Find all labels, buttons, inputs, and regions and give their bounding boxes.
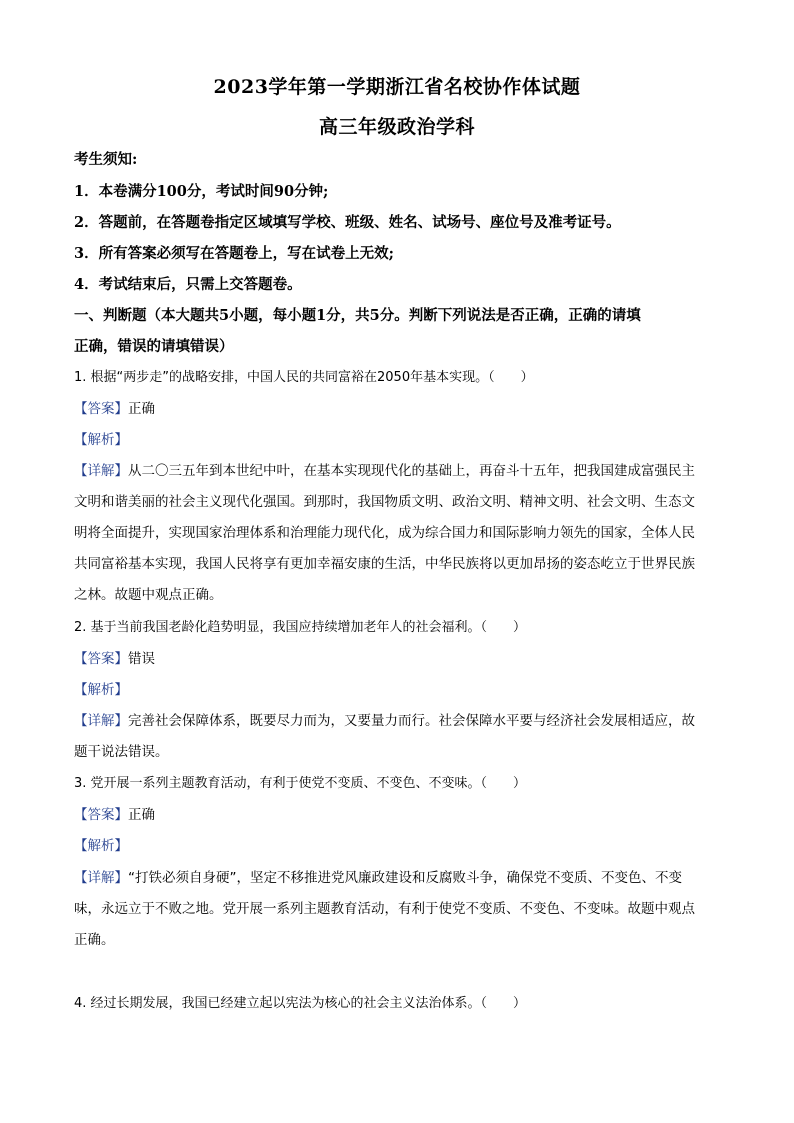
section-heading-line-2: 正确，错误的请填错误） xyxy=(74,338,234,355)
question-1-detail-line-3: 明将全面提升，实现国家治理体系和治理能力现代化，成为综合国力和国际影响力领先的国家，全体人民 xyxy=(74,525,695,541)
question-1-detail-line-4: 共同富裕基本实现，我国人民将享有更加幸福安康的生活，中华民族将以更加昂扬的姿态屹立于世界民族 xyxy=(74,556,695,572)
question-2-answer xyxy=(74,649,155,669)
question-3-analysis xyxy=(74,836,128,856)
answer-label: 【答案】 xyxy=(74,401,128,417)
question-2-detail-line-1: 【详解】完善社会保障体系，既要尽力而为，又要量力而行。社会保障水平要与经济社会发展相适应，故 xyxy=(74,713,695,729)
notice-item-2: 2．答题前，在答题卷指定区域填写学校、班级、姓名、试场号、座位号及准考证号。 xyxy=(74,214,621,231)
answer-label: 【答案】 xyxy=(74,651,128,667)
question-3-detail-line-3: 正确。 xyxy=(74,932,115,948)
answer-value: 正确 xyxy=(128,807,155,823)
notice-item-1: 1．本卷满分100分，考试时间90分钟; xyxy=(74,183,329,200)
analysis-label: 【解析】 xyxy=(74,838,128,854)
question-2-analysis xyxy=(74,680,128,700)
question-2-detail-line-2: 题干说法错误。 xyxy=(74,744,169,760)
detail-label: 【详解】 xyxy=(74,713,128,729)
question-4-stem: 4. 经过长期发展，我国已经建立起以宪法为核心的社会主义法治体系。（ ） xyxy=(74,996,527,1011)
detail-label: 【详解】 xyxy=(74,463,128,479)
question-1-detail-line-1: 【详解】从二〇三五年到本世纪中叶，在基本实现现代化的基础上，再奋斗十五年，把我国建成富强民主 xyxy=(74,463,695,479)
question-1-stem: 1. 根据“两步走”的战略安排，中国人民的共同富裕在2050年基本实现。（ ） xyxy=(74,370,534,385)
question-1-detail-line-5: 之林。故题中观点正确。 xyxy=(74,587,223,603)
notice-item-3: 3．所有答案必须写在答题卷上，写在试卷上无效; xyxy=(74,245,394,262)
question-1-detail-line-2: 文明和谐美丽的社会主义现代化强国。到那时，我国物质文明、政治文明、精神文明、社会文明、生态文 xyxy=(74,494,695,510)
answer-value: 正确 xyxy=(128,401,155,417)
exam-subtitle: 高三年级政治学科 xyxy=(318,116,475,138)
notice-item-4: 4．考试结束后，只需上交答题卷。 xyxy=(74,276,302,293)
notice-heading: 考生须知: xyxy=(74,151,138,168)
question-3-answer xyxy=(74,805,155,825)
question-1-analysis xyxy=(74,430,128,450)
question-3-stem: 3. 党开展一系列主题教育活动，有利于使党不变质、不变色、不变味。（ ） xyxy=(74,776,527,791)
question-3-detail-line-1: 【详解】“打铁必须自身硬”，坚定不移推进党风廉政建设和反腐败斗争，确保党不变质、不变色、不变 xyxy=(74,870,682,886)
analysis-label: 【解析】 xyxy=(74,432,128,448)
answer-label: 【答案】 xyxy=(74,807,128,823)
exam-title: 2023学年第一学期浙江省名校协作体试题 xyxy=(213,76,581,98)
question-1-answer xyxy=(74,399,155,419)
question-2-stem: 2. 基于当前我国老龄化趋势明显，我国应持续增加老年人的社会福利。（ ） xyxy=(74,620,527,635)
answer-value: 错误 xyxy=(128,651,155,667)
question-3-detail-line-2: 味，永远立于不败之地。党开展一系列主题教育活动，有利于使党不变质、不变色、不变味。故题中观点 xyxy=(74,901,695,917)
detail-label: 【详解】 xyxy=(74,870,128,886)
analysis-label: 【解析】 xyxy=(74,682,128,698)
section-heading-line-1: 一、判断题（本大题共5小题，每小题1分，共5分。判断下列说法是否正确，正确的请填 xyxy=(74,307,641,324)
